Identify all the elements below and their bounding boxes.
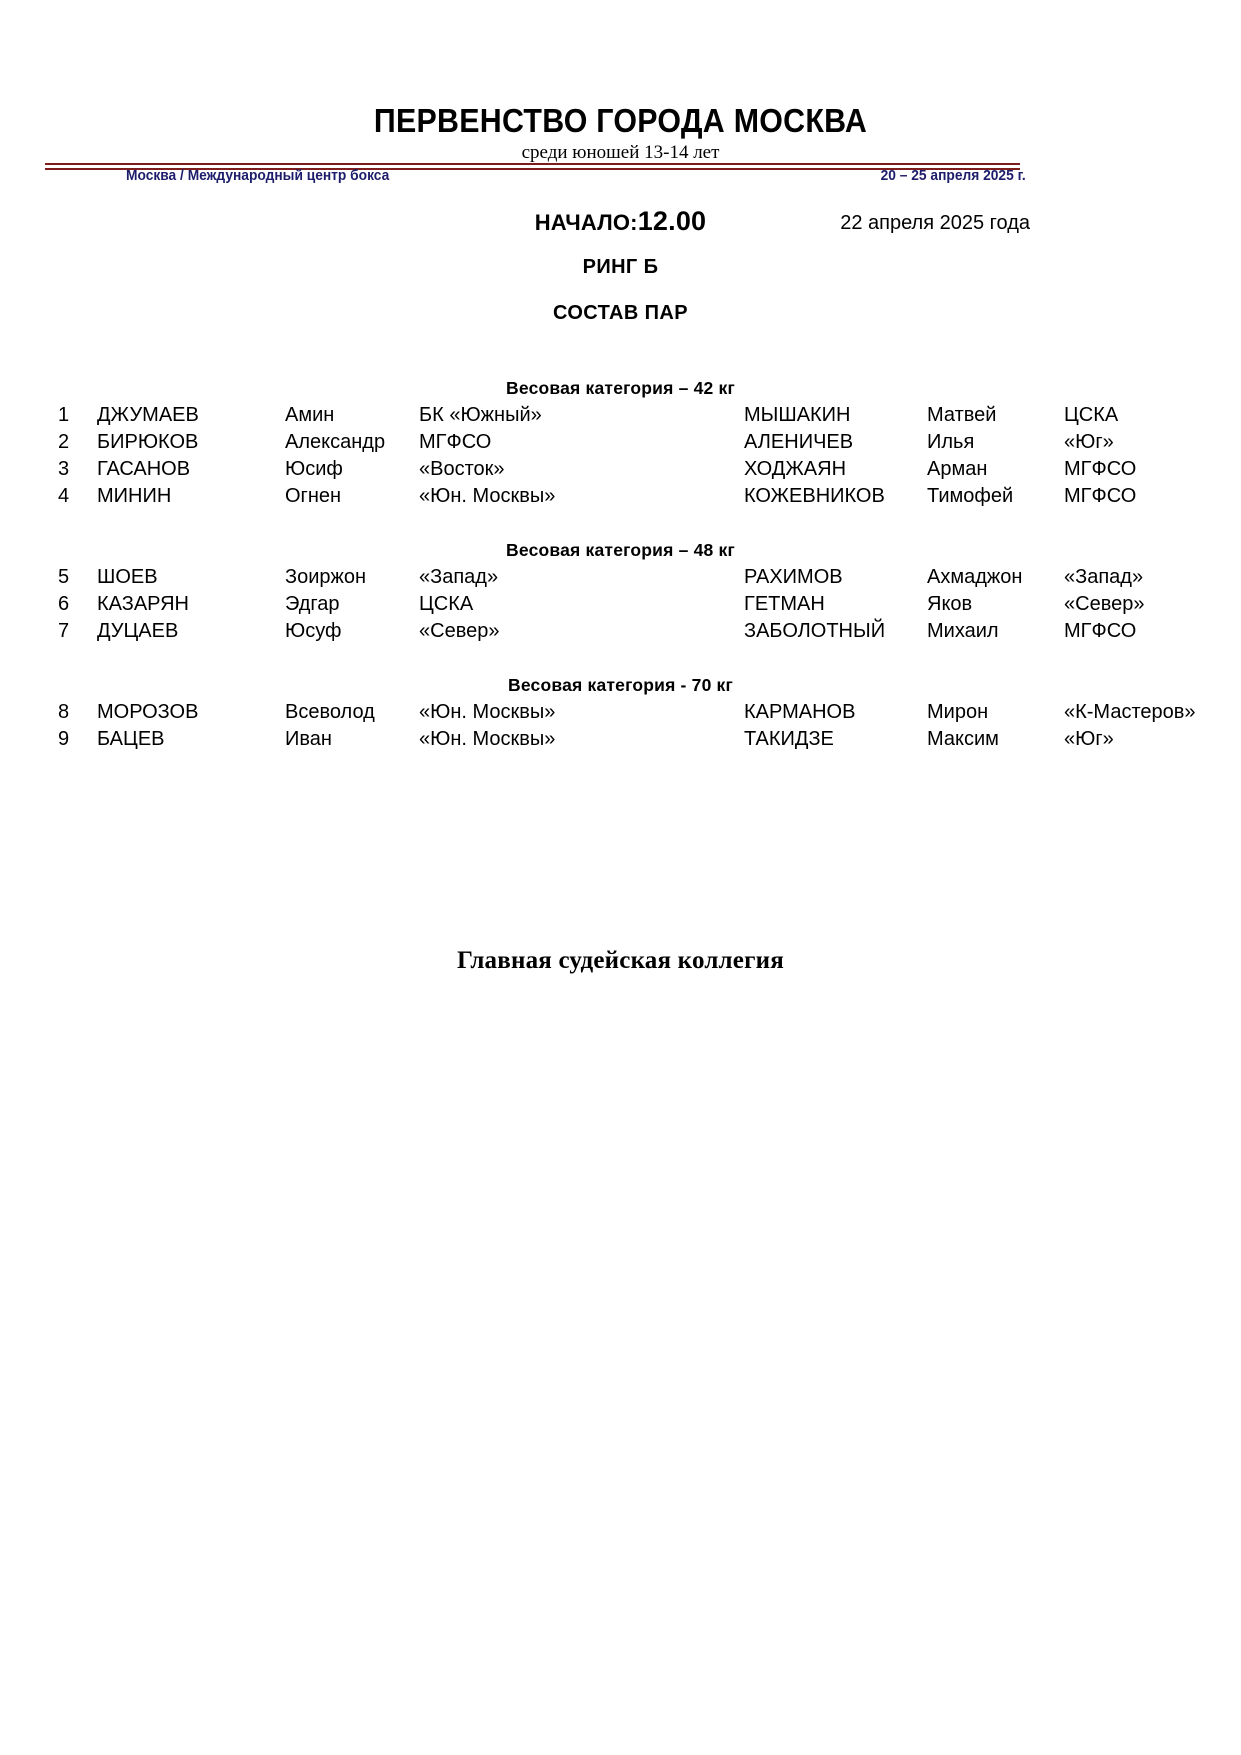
red-club: «Юн. Москвы»	[419, 701, 556, 723]
red-surname: КАЗАРЯН	[97, 593, 189, 615]
bout-number: 2	[58, 431, 70, 453]
start-time-line	[0, 206, 1241, 237]
blue-club: «Юг»	[1064, 431, 1114, 453]
table-row	[0, 726, 1241, 753]
red-first-name: Иван	[285, 728, 332, 750]
blue-first-name: Максим	[927, 728, 999, 750]
blue-surname: КАРМАНОВ	[744, 701, 856, 723]
blue-club: ЦСКА	[1064, 404, 1119, 426]
blue-club: «Север»	[1064, 593, 1145, 615]
divider-line-top	[45, 163, 1020, 165]
blue-first-name: Мирон	[927, 701, 989, 723]
bout-number: 6	[58, 593, 70, 615]
red-surname: ШОЕВ	[97, 566, 158, 588]
bout-number: 5	[58, 566, 70, 588]
red-club: «Запад»	[419, 566, 499, 588]
red-first-name: Юсуф	[285, 620, 342, 642]
blue-club: МГФСО	[1064, 485, 1137, 507]
bout-number: 7	[58, 620, 70, 642]
start-label: НАЧАЛО:	[534, 210, 638, 235]
blue-surname: ТАКИДЗЕ	[744, 728, 834, 750]
red-surname: МИНИН	[97, 485, 172, 507]
red-surname: БАЦЕВ	[97, 728, 165, 750]
red-club: ЦСКА	[419, 593, 474, 615]
group-spacer	[0, 645, 1241, 672]
table-row	[0, 618, 1241, 645]
ring-label: РИНГ Б	[582, 256, 659, 278]
blue-first-name: Михаил	[927, 620, 999, 642]
red-surname: ГАСАНОВ	[97, 458, 191, 480]
session-date: 22 апреля 2025 года	[840, 212, 1030, 234]
start-time-value: 12.00	[637, 206, 707, 236]
red-first-name: Амин	[285, 404, 335, 426]
blue-club: «Запад»	[1064, 566, 1144, 588]
weight-category-header: Весовая категория – 48 кг	[506, 540, 735, 560]
red-club: «Восток»	[419, 458, 505, 480]
blue-club: «К-Мастеров»	[1064, 701, 1196, 723]
weight-category-header: Весовая категория – 42 кг	[506, 378, 735, 398]
bout-number: 4	[58, 485, 70, 507]
table-row	[0, 564, 1241, 591]
red-first-name: Зоиржон	[285, 566, 367, 588]
table-row	[0, 456, 1241, 483]
blue-surname: АЛЕНИЧЕВ	[744, 431, 854, 453]
red-surname: ДУЦАЕВ	[97, 620, 179, 642]
blue-surname: КОЖЕВНИКОВ	[744, 485, 885, 507]
blue-first-name: Тимофей	[927, 485, 1014, 507]
document-subtitle: среди юношей 13-14 лет	[521, 141, 720, 163]
blue-first-name: Арман	[927, 458, 988, 480]
blue-surname: ЗАБОЛОТНЫЙ	[744, 620, 886, 642]
table-row	[0, 591, 1241, 618]
signature-line: Главная судейская коллегия	[457, 947, 784, 974]
red-surname: МОРОЗОВ	[97, 701, 199, 723]
blue-first-name: Ахмаджон	[927, 566, 1023, 588]
blue-club: МГФСО	[1064, 458, 1137, 480]
blue-surname: МЫШАКИН	[744, 404, 851, 426]
table-row	[0, 429, 1241, 456]
red-first-name: Александр	[285, 431, 386, 453]
blue-first-name: Илья	[927, 431, 975, 453]
blue-first-name: Яков	[927, 593, 973, 615]
table-row	[0, 699, 1241, 726]
red-club: «Юн. Москвы»	[419, 728, 556, 750]
blue-first-name: Матвей	[927, 404, 997, 426]
masthead	[0, 0, 1241, 164]
red-club: «Юн. Москвы»	[419, 485, 556, 507]
red-first-name: Юсиф	[285, 458, 343, 480]
bouts-table	[0, 375, 1241, 753]
document-title: ПЕРВЕНСТВО ГОРОДА МОСКВА	[373, 102, 868, 139]
section-title: СОСТАВ ПАР	[552, 302, 688, 324]
bout-number: 3	[58, 458, 70, 480]
blue-club: МГФСО	[1064, 620, 1137, 642]
group-spacer	[0, 510, 1241, 537]
blue-surname: РАХИМОВ	[744, 566, 843, 588]
bout-number: 1	[58, 404, 70, 426]
venue-header-row	[0, 168, 1241, 192]
red-surname: ДЖУМАЕВ	[97, 404, 199, 426]
red-club: БК «Южный»	[419, 404, 542, 426]
red-first-name: Эдгар	[285, 593, 340, 615]
table-row	[0, 402, 1241, 429]
blue-surname: ХОДЖАЯН	[744, 458, 847, 480]
weight-category-header: Весовая категория - 70 кг	[507, 675, 734, 695]
red-first-name: Огнен	[285, 485, 342, 507]
bout-number: 9	[58, 728, 70, 750]
red-first-name: Всеволод	[285, 701, 375, 723]
red-surname: БИРЮКОВ	[97, 431, 199, 453]
blue-surname: ГЕТМАН	[744, 593, 825, 615]
red-club: МГФСО	[419, 431, 492, 453]
blue-club: «Юг»	[1064, 728, 1114, 750]
venue-label: Москва / Международный центр бокса	[126, 168, 390, 184]
bout-number: 8	[58, 701, 70, 723]
event-dates-label: 20 – 25 апреля 2025 г.	[880, 168, 1026, 184]
table-row	[0, 483, 1241, 510]
red-club: «Север»	[419, 620, 500, 642]
